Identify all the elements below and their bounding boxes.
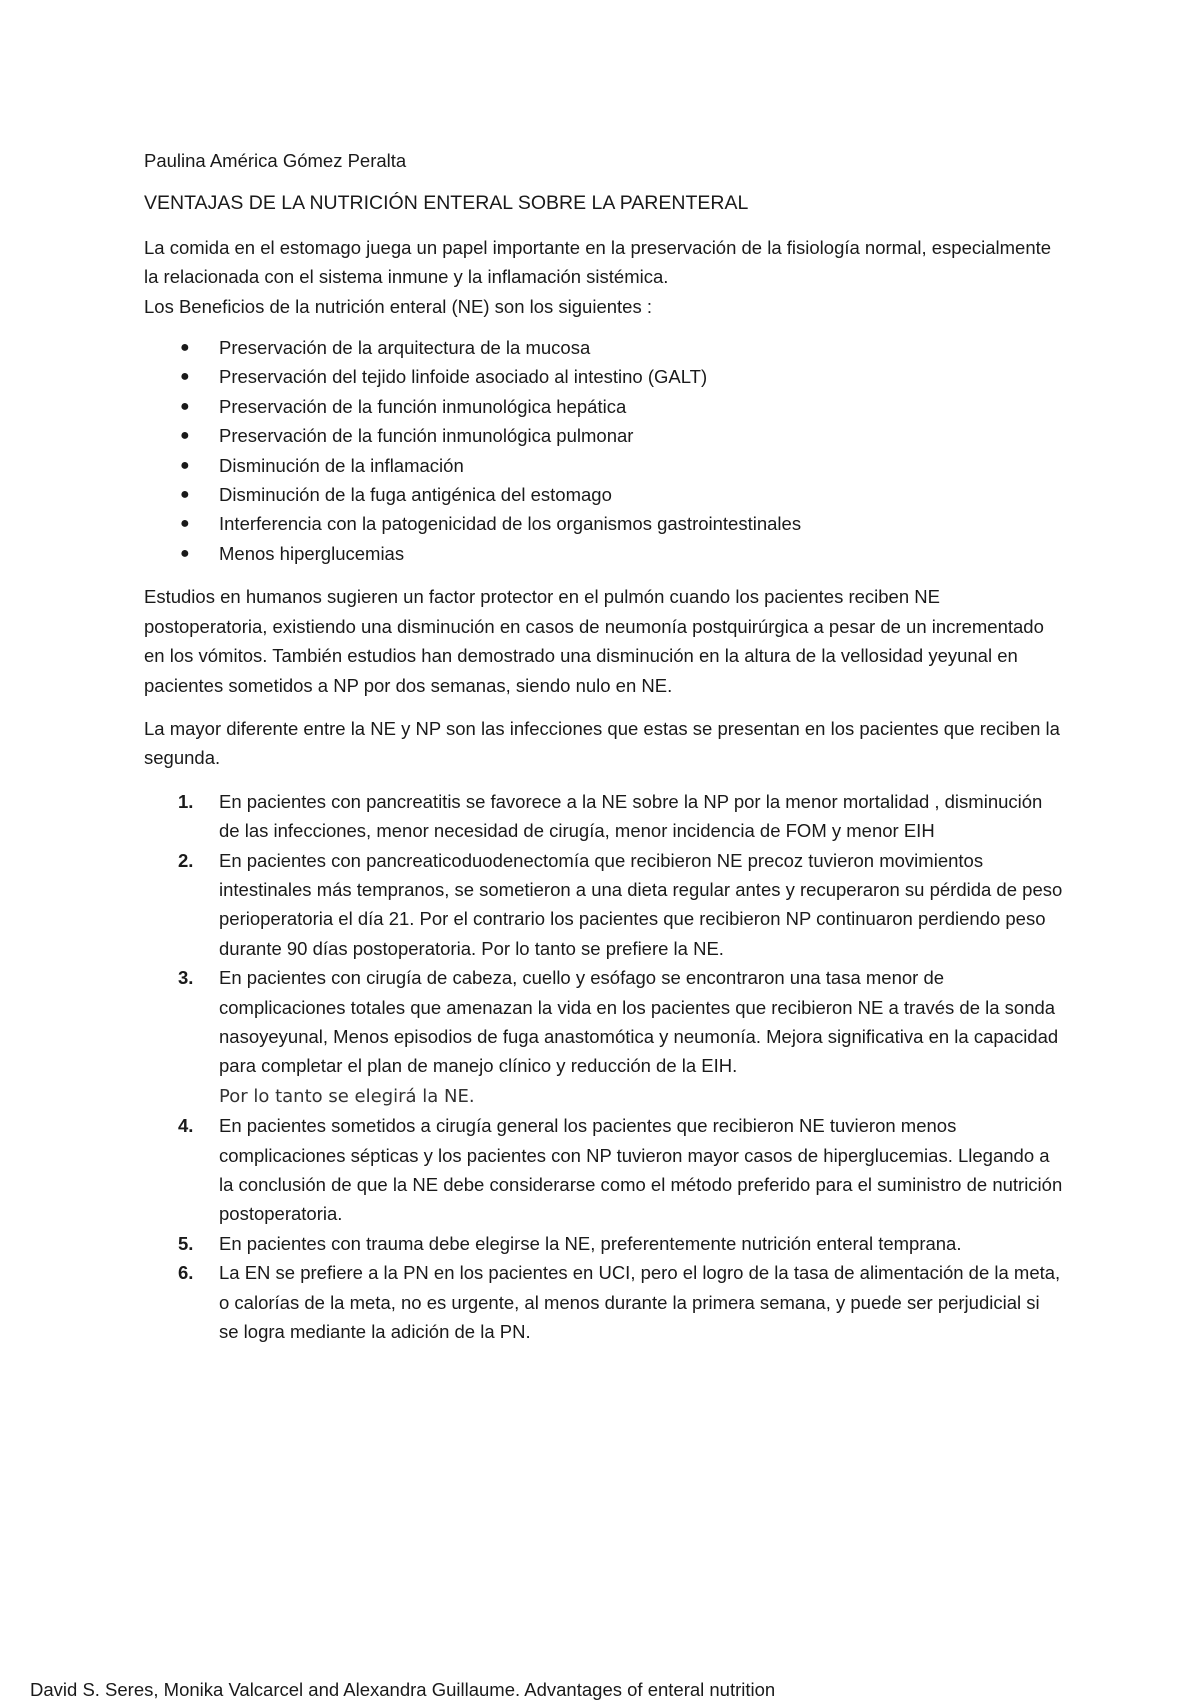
- item-text: En pacientes con cirugía de cabeza, cuello y esófago se encontraron una tasa menor de complicaciones totales que amenazan la vida en los pacientes que recibieron NE a través de la sonda nasoyeyunal, Menos episodios de fuga anastomótica y neumonía. Mejora significativa en la capacidad para completar el plan de manejo clínico y reducción de la EIH.: [219, 967, 1059, 1077]
- difference-paragraph: La mayor diferente entre la NE y NP son las infecciones que estas se presentan en los pacientes que reciben la segunda.: [144, 717, 1060, 769]
- item-number: 3.: [178, 967, 194, 989]
- numbered-list: [144, 787, 1064, 1347]
- item-conclusion: Por lo tanto se elegirá la NE.: [219, 1085, 475, 1107]
- list-item: [144, 963, 1064, 1111]
- item-text: En pacientes con trauma debe elegirse la NE, preferentemente nutrición enteral temprana.: [219, 1232, 962, 1254]
- bullet-icon: ●: [180, 515, 190, 533]
- author-name: Paulina América Gómez Peralta: [144, 150, 407, 171]
- item-number: 5.: [178, 1232, 194, 1254]
- list-item: [144, 539, 1064, 568]
- list-item: [144, 392, 1064, 421]
- bullet-icon: ●: [180, 427, 190, 445]
- item-text: En pacientes con pancreaticoduodenectomía que recibieron NE precoz tuvieron movimientos intestinales más tempranos, se sometieron a una dieta regular antes y recuperaron su pérdida de peso perioperatoria el día 21. Por el contrario los pacientes que recibieron NP continuaron perdiendo peso durante 90 días postoperatoria. Por lo tanto se prefiere la NE.: [219, 849, 1063, 959]
- benefits-list: [144, 333, 1064, 568]
- item-number: 6.: [178, 1262, 194, 1284]
- benefit-text: Disminución de la fuga antigénica del estomago: [219, 484, 612, 506]
- benefit-text: Preservación del tejido linfoide asociado al intestino (GALT): [219, 366, 708, 388]
- item-text: En pacientes con pancreatitis se favorece a la NE sobre la NP por la menor mortalidad , disminución de las infecciones, menor necesidad de cirugía, menor incidencia de FOM y menor EIH: [219, 790, 1043, 842]
- list-item: [144, 333, 1064, 362]
- bullet-icon: ●: [180, 486, 190, 504]
- benefit-text: Menos hiperglucemias: [219, 542, 405, 564]
- document-body: [144, 146, 1064, 1346]
- item-number: 1.: [178, 790, 194, 812]
- benefit-text: Preservación de la arquitectura de la mucosa: [219, 337, 591, 359]
- item-text: En pacientes sometidos a cirugía general los pacientes que recibieron NE tuvieron menos complicaciones sépticas y los pacientes con NP tuvieron mayor casos de hiperglucemias. Llegando a la conclusión de que la NE debe considerarse como el método preferido para el suministro de nutrición postoperatoria.: [219, 1115, 1063, 1225]
- list-item: [144, 480, 1064, 509]
- benefit-text: Preservación de la función inmunológica pulmonar: [219, 425, 634, 447]
- benefits-intro: Los Beneficios de la nutrición enteral (NE) son los siguientes :: [144, 295, 652, 317]
- list-item: [144, 451, 1064, 480]
- bullet-icon: ●: [180, 544, 190, 562]
- list-item: [144, 1229, 1064, 1258]
- bullet-icon: ●: [180, 397, 190, 415]
- bullet-icon: ●: [180, 368, 190, 386]
- list-item: [144, 846, 1064, 964]
- benefit-text: Preservación de la función inmunológica hepática: [219, 395, 627, 417]
- citation-footer: David S. Seres, Monika Valcarcel and Alexandra Guillaume. Advantages of enteral nutrition: [30, 1679, 776, 1700]
- list-item: [144, 787, 1064, 846]
- studies-paragraph: Estudios en humanos sugieren un factor protector en el pulmón cuando los pacientes reciben NE postoperatoria, existiendo una disminución en casos de neumonía postquirúrgica a pesar de un incrementado en los vómitos. También estudios han demostrado una disminución en la altura de la vellosidad yeyunal en pacientes sometidos a NP por dos semanas, siendo nulo en NE.: [144, 586, 1044, 696]
- item-text: La EN se prefiere a la PN en los pacientes en UCI, pero el logro de la tasa de alimentación de la meta, o calorías de la meta, no es urgente, al menos durante la primera semana, y puede ser perjudicial si se logra mediante la adición de la PN.: [219, 1262, 1061, 1343]
- item-number: 4.: [178, 1115, 194, 1137]
- bullet-icon: ●: [180, 339, 190, 357]
- intro-paragraph: La comida en el estomago juega un papel importante en la preservación de la fisiología normal, especialmente la relacionada con el sistema inmune y la inflamación sistémica.: [144, 236, 1052, 288]
- bullet-icon: ●: [180, 456, 190, 474]
- list-item: [144, 509, 1064, 538]
- item-number: 2.: [178, 849, 194, 871]
- document-title: VENTAJAS DE LA NUTRICIÓN ENTERAL SOBRE LA PARENTERAL: [144, 192, 749, 215]
- list-item: [144, 421, 1064, 450]
- benefit-text: Interferencia con la patogenicidad de los organismos gastrointestinales: [219, 513, 802, 535]
- list-item: [144, 362, 1064, 391]
- list-item: [144, 1258, 1064, 1346]
- benefit-text: Disminución de la inflamación: [219, 454, 464, 476]
- list-item: [144, 1111, 1064, 1229]
